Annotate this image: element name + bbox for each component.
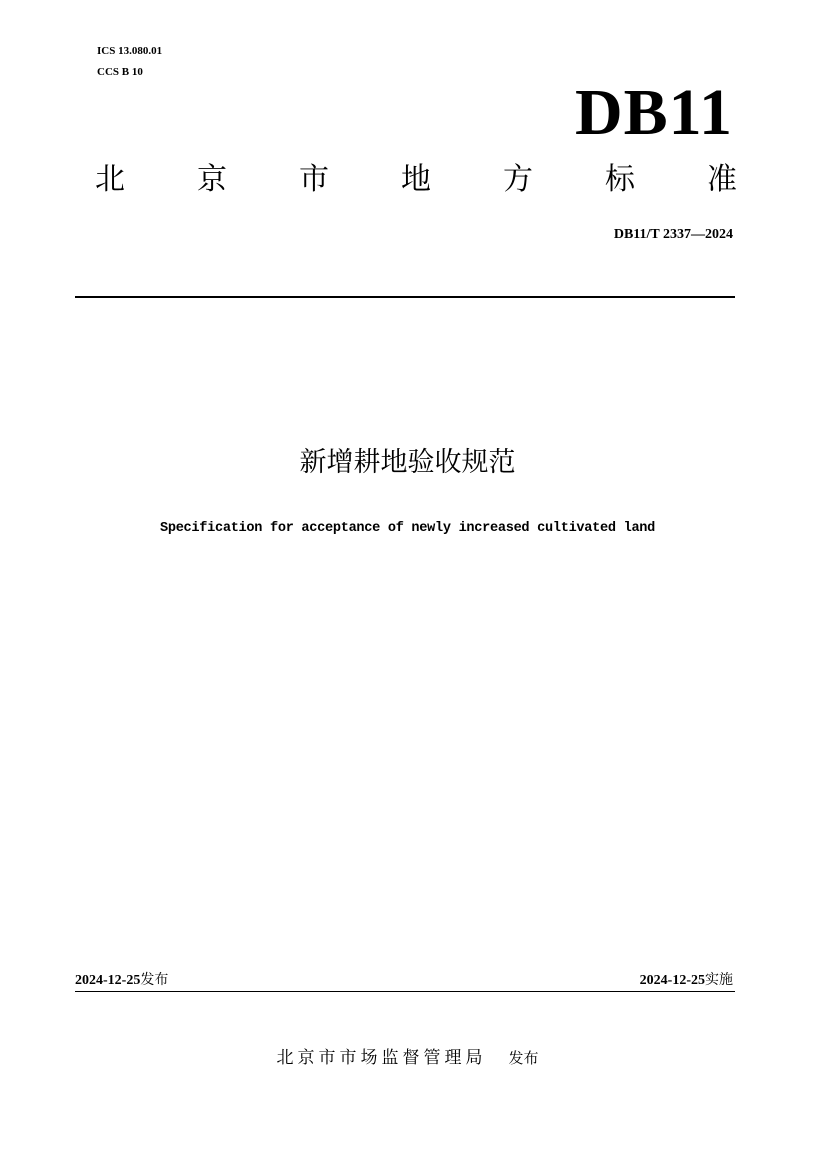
standard-type-heading	[95, 160, 737, 200]
ccs-code: CCS B 10	[97, 66, 143, 78]
issue-label: 发布	[140, 972, 169, 988]
standard-type-char: 北	[95, 162, 125, 197]
publisher-line	[0, 1046, 815, 1070]
document-title-en: Specification for acceptance of newly increased cultivated land	[159, 521, 656, 536]
standard-code: DB11	[574, 76, 733, 149]
standard-number: DB11/T 2337—2024	[613, 227, 733, 242]
standard-type-char: 标	[605, 162, 635, 197]
standard-type-char: 方	[503, 162, 533, 197]
issue-date: 2024-12-25	[75, 973, 141, 988]
publish-label: 发布	[508, 1049, 539, 1067]
publisher-name: 北京市市场监督管理局	[276, 1048, 487, 1068]
footer-divider	[75, 991, 735, 992]
header-divider	[75, 296, 735, 298]
document-title-cn: 新增耕地验收规范	[299, 447, 516, 478]
standard-type-char: 地	[401, 162, 431, 197]
implementation-label: 实施	[705, 972, 733, 988]
ics-code: ICS 13.080.01	[97, 45, 163, 57]
implementation-date: 2024-12-25	[639, 973, 705, 988]
issue-date-line	[75, 971, 168, 990]
standard-type-char: 市	[299, 162, 329, 197]
standard-type-char: 准	[707, 162, 737, 197]
implementation-date-line	[640, 971, 733, 990]
standard-type-char: 京	[197, 162, 227, 197]
